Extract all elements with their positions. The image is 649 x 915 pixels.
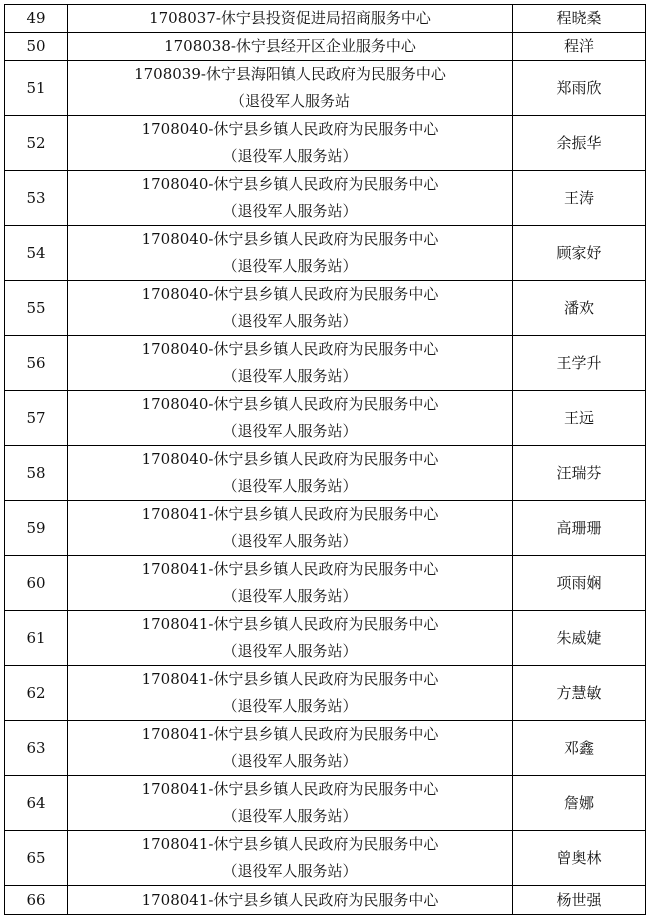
table-row [5,501,646,556]
unit-line: （退役军人服务站） [222,587,358,605]
unit-line: 1708041-休宁县乡镇人民政府为民服务中心 [141,890,439,909]
unit-cell [68,336,513,391]
unit-line: （退役军人服务站） [222,697,358,715]
row-number-cell: 54 [5,226,68,281]
unit-cell [68,721,513,776]
row-number-cell: 58 [5,446,68,501]
unit-line: 1708041-休宁县乡镇人民政府为民服务中心 [141,505,439,523]
person-name-cell: 郑雨欣 [513,61,646,116]
unit-cell [68,446,513,501]
unit-cell [68,171,513,226]
table-row [5,5,646,33]
row-number-cell: 63 [5,721,68,776]
unit-cell [68,61,513,116]
unit-line: 1708041-休宁县乡镇人民政府为民服务中心 [141,560,439,578]
person-name-cell: 杨世强 [513,886,646,915]
person-name-cell: 曾奥林 [513,831,646,886]
unit-line: 1708041-休宁县乡镇人民政府为民服务中心 [141,615,439,633]
person-name-cell: 方慧敏 [513,666,646,721]
unit-line: （退役军人服务站） [222,147,358,165]
unit-line: 1708040-休宁县乡镇人民政府为民服务中心 [141,395,439,413]
row-number-cell: 65 [5,831,68,886]
table-row [5,336,646,391]
unit-line: 1708040-休宁县乡镇人民政府为民服务中心 [141,120,439,138]
table-row [5,281,646,336]
unit-line: （退役军人服务站） [222,202,358,220]
person-name-cell: 程洋 [513,33,646,61]
table-row [5,886,646,915]
unit-line: 1708040-休宁县乡镇人民政府为民服务中心 [141,285,439,303]
unit-line: （退役军人服务站） [222,752,358,770]
unit-cell [68,776,513,831]
table-row [5,776,646,831]
row-number-cell: 66 [5,886,68,915]
row-number-cell: 52 [5,116,68,171]
row-number-cell: 64 [5,776,68,831]
table-body [5,5,646,915]
table-row [5,556,646,611]
table-row [5,666,646,721]
unit-line: 1708040-休宁县乡镇人民政府为民服务中心 [141,230,439,248]
person-name-cell: 王学升 [513,336,646,391]
unit-cell [68,611,513,666]
person-name-cell: 邓鑫 [513,721,646,776]
row-number-cell: 61 [5,611,68,666]
unit-line: （退役军人服务站） [222,257,358,275]
unit-line: （退役军人服务站） [222,862,358,880]
unit-line: （退役军人服务站） [222,367,358,385]
unit-cell [68,886,513,915]
person-name-cell: 王涛 [513,171,646,226]
person-name-cell: 顾家妤 [513,226,646,281]
unit-line: 1708041-休宁县乡镇人民政府为民服务中心 [141,670,439,688]
candidate-table [4,4,646,915]
unit-cell [68,33,513,61]
unit-cell [68,666,513,721]
row-number-cell: 60 [5,556,68,611]
row-number-cell: 57 [5,391,68,446]
unit-line: （退役军人服务站） [222,532,358,550]
table-row [5,61,646,116]
unit-line: 1708040-休宁县乡镇人民政府为民服务中心 [141,175,439,193]
person-name-cell: 王远 [513,391,646,446]
unit-line: （退役军人服务站） [222,312,358,330]
person-name-cell: 余振华 [513,116,646,171]
unit-cell [68,5,513,33]
row-number-cell: 53 [5,171,68,226]
unit-line: 1708039-休宁县海阳镇人民政府为民服务中心 [134,65,446,83]
table-row [5,391,646,446]
table-row [5,831,646,886]
unit-line: 1708040-休宁县乡镇人民政府为民服务中心 [141,340,439,358]
table-row [5,721,646,776]
row-number-cell: 49 [5,5,68,33]
unit-cell [68,556,513,611]
row-number-cell: 51 [5,61,68,116]
row-number-cell: 50 [5,33,68,61]
unit-line: （退役军人服务站） [222,477,358,495]
row-number-cell: 56 [5,336,68,391]
unit-line: （退役军人服务站） [222,807,358,825]
table-row [5,446,646,501]
unit-line: （退役军人服务站 [229,92,350,110]
unit-line: 1708040-休宁县乡镇人民政府为民服务中心 [141,450,439,468]
unit-line: 1708041-休宁县乡镇人民政府为民服务中心 [141,835,439,853]
row-number-cell: 62 [5,666,68,721]
unit-line: 1708038-休宁县经开区企业服务中心 [164,37,416,55]
unit-line: （退役军人服务站） [222,422,358,440]
unit-cell [68,226,513,281]
person-name-cell: 程晓桑 [513,5,646,33]
row-number-cell: 55 [5,281,68,336]
unit-line: 1708037-休宁县投资促进局招商服务中心 [149,9,431,27]
unit-cell [68,831,513,886]
person-name-cell: 潘欢 [513,281,646,336]
person-name-cell: 汪瑞芬 [513,446,646,501]
unit-cell [68,281,513,336]
unit-cell [68,391,513,446]
unit-line: （退役军人服务站） [222,642,358,660]
person-name-cell: 詹娜 [513,776,646,831]
unit-cell [68,501,513,556]
table-row [5,226,646,281]
table-row [5,33,646,61]
table-row [5,171,646,226]
person-name-cell: 项雨娴 [513,556,646,611]
unit-line: 1708041-休宁县乡镇人民政府为民服务中心 [141,780,439,798]
table-row [5,116,646,171]
table-row [5,611,646,666]
unit-cell [68,116,513,171]
unit-line: 1708041-休宁县乡镇人民政府为民服务中心 [141,725,439,743]
person-name-cell: 高珊珊 [513,501,646,556]
person-name-cell: 朱威婕 [513,611,646,666]
row-number-cell: 59 [5,501,68,556]
